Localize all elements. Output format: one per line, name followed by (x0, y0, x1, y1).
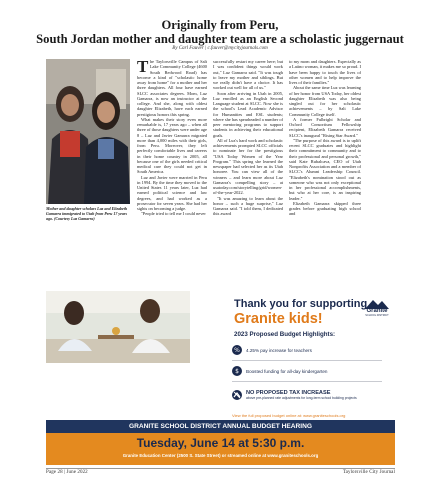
highlight-pay-increase (232, 344, 312, 356)
ad-subtitle: 2023 Proposed Budget Highlights: (234, 331, 336, 338)
logo-text: Granite (366, 308, 388, 314)
logo-subtext: SCHOOL DISTRICT (365, 314, 389, 317)
hearing-banner (46, 420, 395, 465)
no-increase-icon (232, 390, 242, 400)
column-2-paragraph-4: "It was amazing to learn about the honor – such a huge surprise," Luz Gamarra said. "I told them, I dedicated this award (213, 195, 283, 217)
tax-heading: NO PROPOSED TAX INCREASE (246, 390, 331, 396)
money-icon: $ (232, 366, 242, 376)
column-3-paragraph-4: "The purpose of this award is to uplift recent SLCC graduates and highlight their commitment to community and to their professional and personal growth," said Kate Rubalcava, CEO of Utah Nonprofits Association and a member of SLCC's Alumni Leadership Council. "Elizabeth's nomination stood out as someone who was not only exceptional in her professional accomplishments, but who at her core, is an inspiring leader." (289, 137, 361, 201)
highlight-no-tax-increase (232, 387, 357, 403)
students-illustration (46, 291, 190, 363)
article-byline: By Carl Fauver | c.fauver@mycityjournals.com (172, 46, 268, 51)
column-3-paragraph-1: to my mom and daughters. Especially as a Latino woman, it makes me so proud. I have been happy to touch the lives of other women and to help improve the lives of their families." (289, 59, 361, 85)
footer-rule (46, 468, 395, 469)
highlight-kindergarten (232, 365, 327, 377)
ad-title-line-2: Granite kids! (234, 311, 323, 327)
column-3-paragraph-2: About the same time Luz was learning of her honor from USA Today, her oldest daughter Elizabeth was also being singled out for her scholastic achievements – by Salt Lake Community College itself. (289, 85, 362, 117)
mother-daughter-photo (46, 59, 130, 204)
column-1-paragraph-1: The Taylorsville Campus of Salt Lake Community College (4600 South Redwood Road) has become a kind of "scholastic home away from home" for a mother and her three daughters. All four have earned SLCC associates degrees. Mom, Luz Gamarra, is now an instructor at the college. And she, along with oldest daughter Elizabeth, have each earned prestigious honors this spring. (137, 56, 207, 117)
column-1-paragraph-3: Luz and Javier were married in Peru in 1994. By the time they moved to the United States 11 years later, Luz had earned political science and law degrees, and had worked as a prosecutor for seven years. She had her sights on becoming a judge. (137, 174, 207, 211)
column-2-paragraph-1: successfully restart my career here; but I was confident things would work out," Luz Gamarra said. "It was tough to leave my mother and siblings. But we really didn't have a choice. It has worked out well for all of us." (213, 59, 283, 91)
percent-icon: % (232, 345, 242, 355)
headline-line-2: South Jordan mother and daughter team are a scholastic juggernaut (36, 32, 404, 46)
granite-logo (361, 296, 393, 318)
budget-link[interactable]: View the full proposed budget online at: www.graniteschools.org (232, 413, 346, 418)
column-3-paragraph-3: A former Fulbright Scholar and Oxford Consortium Fellowship recipient, Elizabeth Gamarra received SLCC's inaugural "Rising Star Award." (289, 116, 361, 138)
divider (232, 360, 382, 361)
tax-subtext: above pre-planned rate adjustments for long-term school building projects (246, 396, 357, 400)
article-headline (0, 18, 440, 46)
banner-heading: GRANITE SCHOOL DISTRICT ANNUAL BUDGET HEARING (46, 420, 395, 433)
divider (232, 381, 382, 382)
students-photo (46, 291, 190, 363)
photo-caption: Mother and daughter scholars Luz and Elizabeth Gamarra immigrated to Utah from Peru 17 years ago. (Courtesy Luz Gamarra) (46, 206, 128, 221)
article-column-1 (137, 56, 207, 217)
page-footer-right: Taylorsville City Journal (342, 470, 395, 475)
column-2-paragraph-2: Soon after arriving in Utah in 2005, Luz enrolled as an English Second Language student at SLCC. Now she is the school's Lead Academic Advisor for Humanities and ESL students; where she has spearheaded a number of peer mentoring programs to support students in achieving their educational goals. (213, 90, 283, 138)
highlight-text: Boosted funding for all-day kindergarten (246, 368, 328, 374)
column-1-paragraph-4: "People tried to tell me I could never (141, 211, 206, 217)
highlight-text: 4.25% pay increase for teachers (246, 347, 312, 353)
column-1-paragraph-2: What makes their story even more remarkable is, 17 years ago – when all three of those daughters were under age 8 – Luz and Javier Gamarra migrated more than 4,000 miles with their girls, from Peru. Moreover, they left perfectly comfortable lives and careers in their home country in 2005, all because one of the girls needed critical medical care they could not get in South America. (137, 116, 207, 175)
column-2-paragraph-3: All of Luz's hard work and scholastic achievements prompted SLCC officials to nominate her for the prestigious "USA Today Women of the Year Program." This spring she learned the newspaper had selected her as its Utah honoree. You can view all of the winners – and learn more about Luz Gamarra's compelling story – at usatoday.com/storytelling/grid/women-of-the-year-2022. (213, 137, 283, 196)
page-footer-left: Page 28 | June 2022 (46, 470, 88, 475)
drop-cap: T (137, 56, 149, 76)
banner-location: Granite Education Center (2500 S. State Street) or streamed online at www.graniteschools.org (122, 453, 319, 458)
headline-line-1: Originally from Peru, (161, 18, 279, 32)
granite-budget-ad (46, 291, 395, 465)
banner-date: Tuesday, June 14 at 5:30 p.m. (136, 436, 305, 450)
article-column-2 (213, 59, 283, 217)
ad-title-line-1: Thank you for supporting (234, 298, 368, 310)
column-3-paragraph-5: Elizabeth Gamarra skipped three grades before graduating high school and (289, 200, 361, 217)
photo-illustration (46, 59, 130, 204)
article-column-3 (289, 59, 361, 217)
